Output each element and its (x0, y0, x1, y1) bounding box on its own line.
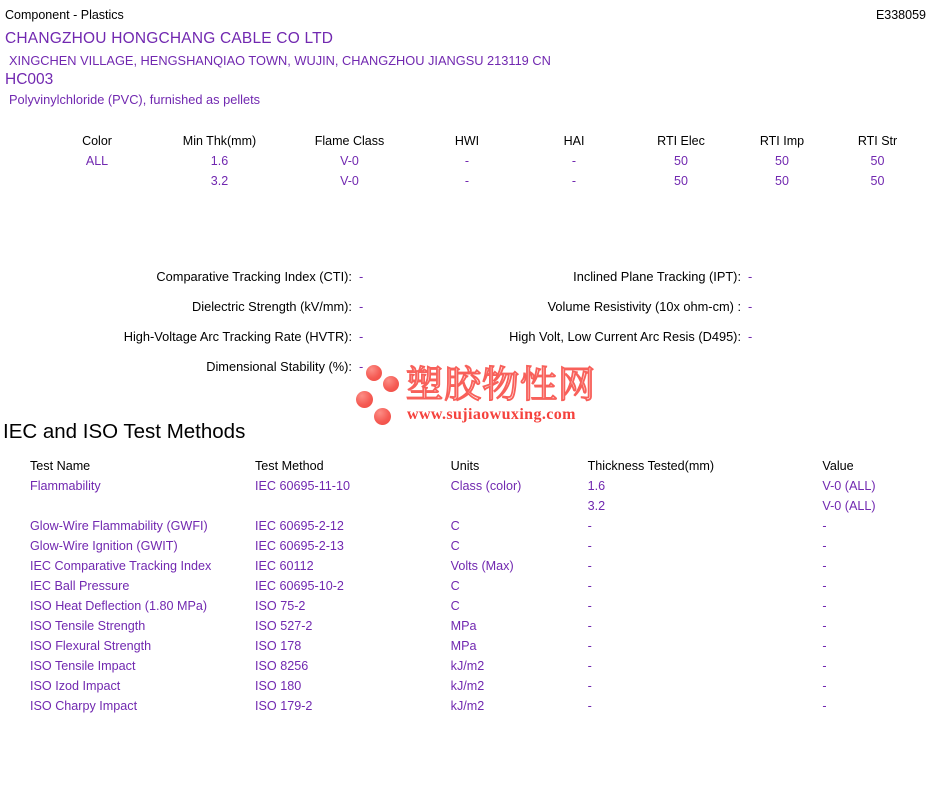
property-row-d495 (430, 328, 752, 345)
ratings-row (40, 151, 925, 171)
ratings-table (40, 131, 925, 191)
ratings-cell: 3.2 (210, 174, 229, 188)
test-cell: - (587, 539, 592, 553)
tests-header-units: Units (450, 459, 480, 473)
test-cell: Volts (Max) (450, 559, 514, 573)
logo-dot-icon (374, 408, 391, 425)
test-cell: ISO Flexural Strength (30, 639, 152, 653)
test-cell: ISO Heat Deflection (1.80 MPa) (30, 599, 208, 613)
ratings-header-min-thk: Min Thk(mm) (182, 134, 257, 148)
watermark-logo (356, 362, 594, 428)
property-value: - (748, 299, 753, 314)
test-cell: - (587, 519, 592, 533)
property-value: - (359, 269, 364, 284)
material-id: HC003 (5, 71, 54, 88)
tests-header-thickness: Thickness Tested(mm) (587, 459, 715, 473)
tests-header-test-name: Test Name (30, 459, 91, 473)
test-cell: IEC Comparative Tracking Index (30, 559, 212, 573)
test-row (30, 696, 930, 716)
test-cell: IEC 60695-2-12 (255, 519, 344, 533)
test-cell: - (822, 559, 827, 573)
test-cell: V-0 (ALL) (822, 499, 876, 513)
property-label: High-Voltage Arc Tracking Rate (HVTR): (123, 329, 352, 344)
test-cell: Glow-Wire Flammability (GWFI) (30, 519, 208, 533)
ratings-cell: - (571, 174, 577, 188)
test-cell: ISO Izod Impact (30, 679, 121, 693)
property-row-dielectric-strength (40, 298, 363, 315)
ratings-header-rti-elec: RTI Elec (657, 134, 705, 148)
ratings-header-hwi: HWI (454, 134, 480, 148)
test-cell: IEC Ball Pressure (30, 579, 130, 593)
logo-dot-icon (383, 376, 399, 392)
test-cell: - (822, 659, 827, 673)
property-row-ipt (430, 268, 752, 285)
tests-header-test-method: Test Method (255, 459, 324, 473)
test-cell: ISO 179-2 (255, 699, 313, 713)
ratings-cell: 50 (674, 154, 688, 168)
test-cell: ISO 527-2 (255, 619, 313, 633)
ratings-cell: 50 (870, 154, 885, 168)
test-cell: 1.6 (587, 479, 606, 493)
tests-header-value: Value (822, 459, 854, 473)
ratings-cell: - (464, 154, 470, 168)
test-cell: kJ/m2 (450, 699, 485, 713)
test-cell: Glow-Wire Ignition (GWIT) (30, 539, 178, 553)
test-cell: - (587, 619, 592, 633)
watermark-brand-text: 塑胶物性网 (406, 364, 596, 405)
test-cell: IEC 60695-2-13 (255, 539, 344, 553)
test-row (30, 636, 930, 656)
test-cell: - (822, 579, 827, 593)
test-cell: - (822, 679, 827, 693)
ratings-cell: 50 (674, 174, 688, 188)
test-cell: - (822, 619, 827, 633)
test-cell: C (450, 579, 460, 593)
test-cell (255, 496, 451, 516)
material-description: Polyvinylchloride (PVC), furnished as pellets (9, 92, 261, 107)
ratings-cell: 50 (870, 174, 885, 188)
ratings-cell: V-0 (340, 154, 359, 168)
ratings-header-flame-class: Flame Class (314, 134, 385, 148)
test-row (30, 616, 930, 636)
property-value: - (359, 359, 364, 374)
test-cell: ISO 75-2 (255, 599, 306, 613)
ratings-header-rti-str: RTI Str (857, 134, 898, 148)
property-value: - (359, 329, 364, 344)
test-cell: - (822, 599, 827, 613)
test-cell: V-0 (ALL) (822, 479, 876, 493)
ratings-cell: - (571, 154, 577, 168)
test-row (30, 496, 930, 516)
property-label: Comparative Tracking Index (CTI): (156, 269, 352, 284)
logo-dot-icon (366, 365, 382, 381)
test-cell (451, 496, 588, 516)
test-cell (30, 496, 255, 516)
test-row (30, 516, 930, 536)
company-address: XINGCHEN VILLAGE, HENGSHANQIAO TOWN, WUJIN, CHANGZHOU JIANGSU 213119 CN (9, 53, 551, 68)
test-cell: 3.2 (587, 499, 606, 513)
test-cell: IEC 60695-11-10 (255, 479, 350, 493)
ratings-header-rti-imp: RTI Imp (759, 134, 805, 148)
test-cell: ISO 178 (255, 639, 302, 653)
ratings-cell (40, 171, 154, 191)
test-cell: ISO 8256 (255, 659, 309, 673)
test-cell: - (822, 639, 827, 653)
test-cell: - (822, 699, 827, 713)
logo-dot-icon (356, 391, 373, 408)
test-row (30, 556, 930, 576)
test-cell: - (822, 539, 827, 553)
ratings-row (40, 171, 925, 191)
test-cell: - (587, 699, 592, 713)
ratings-cell: V-0 (340, 174, 359, 188)
test-row (30, 476, 930, 496)
watermark-url: www.sujiaowuxing.com (407, 406, 576, 423)
ratings-header-hai: HAI (563, 134, 585, 148)
test-cell: Flammability (30, 479, 101, 493)
test-row (30, 536, 930, 556)
test-cell: - (587, 679, 592, 693)
test-cell: IEC 60695-10-2 (255, 579, 344, 593)
test-row (30, 596, 930, 616)
company-name: CHANGZHOU HONGCHANG CABLE CO LTD (5, 30, 334, 47)
file-number: E338059 (875, 8, 926, 22)
test-cell: - (587, 639, 592, 653)
test-cell: ISO Charpy Impact (30, 699, 138, 713)
property-value: - (748, 329, 753, 344)
property-row-cti (40, 268, 363, 285)
ratings-header-row (40, 131, 925, 151)
test-row (30, 656, 930, 676)
test-cell: - (587, 599, 592, 613)
property-label: Dimensional Stability (%): (206, 359, 352, 374)
property-value: - (359, 299, 364, 314)
test-cell: C (450, 519, 460, 533)
property-row-dimensional-stability (40, 358, 363, 375)
ratings-cell: 50 (775, 154, 789, 168)
property-row-hvtr (40, 328, 363, 345)
ratings-cell: 1.6 (210, 154, 229, 168)
ratings-cell: ALL (85, 154, 109, 168)
property-label: High Volt, Low Current Arc Resis (D495): (509, 329, 741, 344)
property-label: Inclined Plane Tracking (IPT): (573, 269, 741, 284)
ratings-header-color: Color (82, 134, 112, 148)
tests-header-row (30, 456, 930, 476)
ratings-cell: - (464, 174, 470, 188)
test-cell: Class (color) (450, 479, 522, 493)
ratings-cell: 50 (775, 174, 789, 188)
test-cell: kJ/m2 (450, 659, 485, 673)
test-cell: - (822, 519, 827, 533)
test-cell: ISO 180 (255, 679, 302, 693)
test-cell: - (587, 559, 592, 573)
test-cell: - (587, 579, 592, 593)
test-cell: C (450, 539, 460, 553)
test-cell: - (587, 659, 592, 673)
section-heading: IEC and ISO Test Methods (3, 420, 246, 443)
test-cell: kJ/m2 (450, 679, 485, 693)
test-cell: MPa (450, 619, 477, 633)
test-cell: ISO Tensile Strength (30, 619, 146, 633)
test-row (30, 576, 930, 596)
test-cell: C (450, 599, 460, 613)
property-label: Dielectric Strength (kV/mm): (192, 299, 352, 314)
property-label: Volume Resistivity (10x ohm-cm) : (547, 299, 741, 314)
test-row (30, 676, 930, 696)
test-methods-table (30, 456, 930, 716)
property-value: - (748, 269, 753, 284)
test-cell: ISO Tensile Impact (30, 659, 136, 673)
test-cell: MPa (450, 639, 477, 653)
test-cell: IEC 60112 (255, 559, 314, 573)
doc-type-label: Component - Plastics (5, 8, 124, 22)
property-row-volume-resistivity (430, 298, 752, 315)
